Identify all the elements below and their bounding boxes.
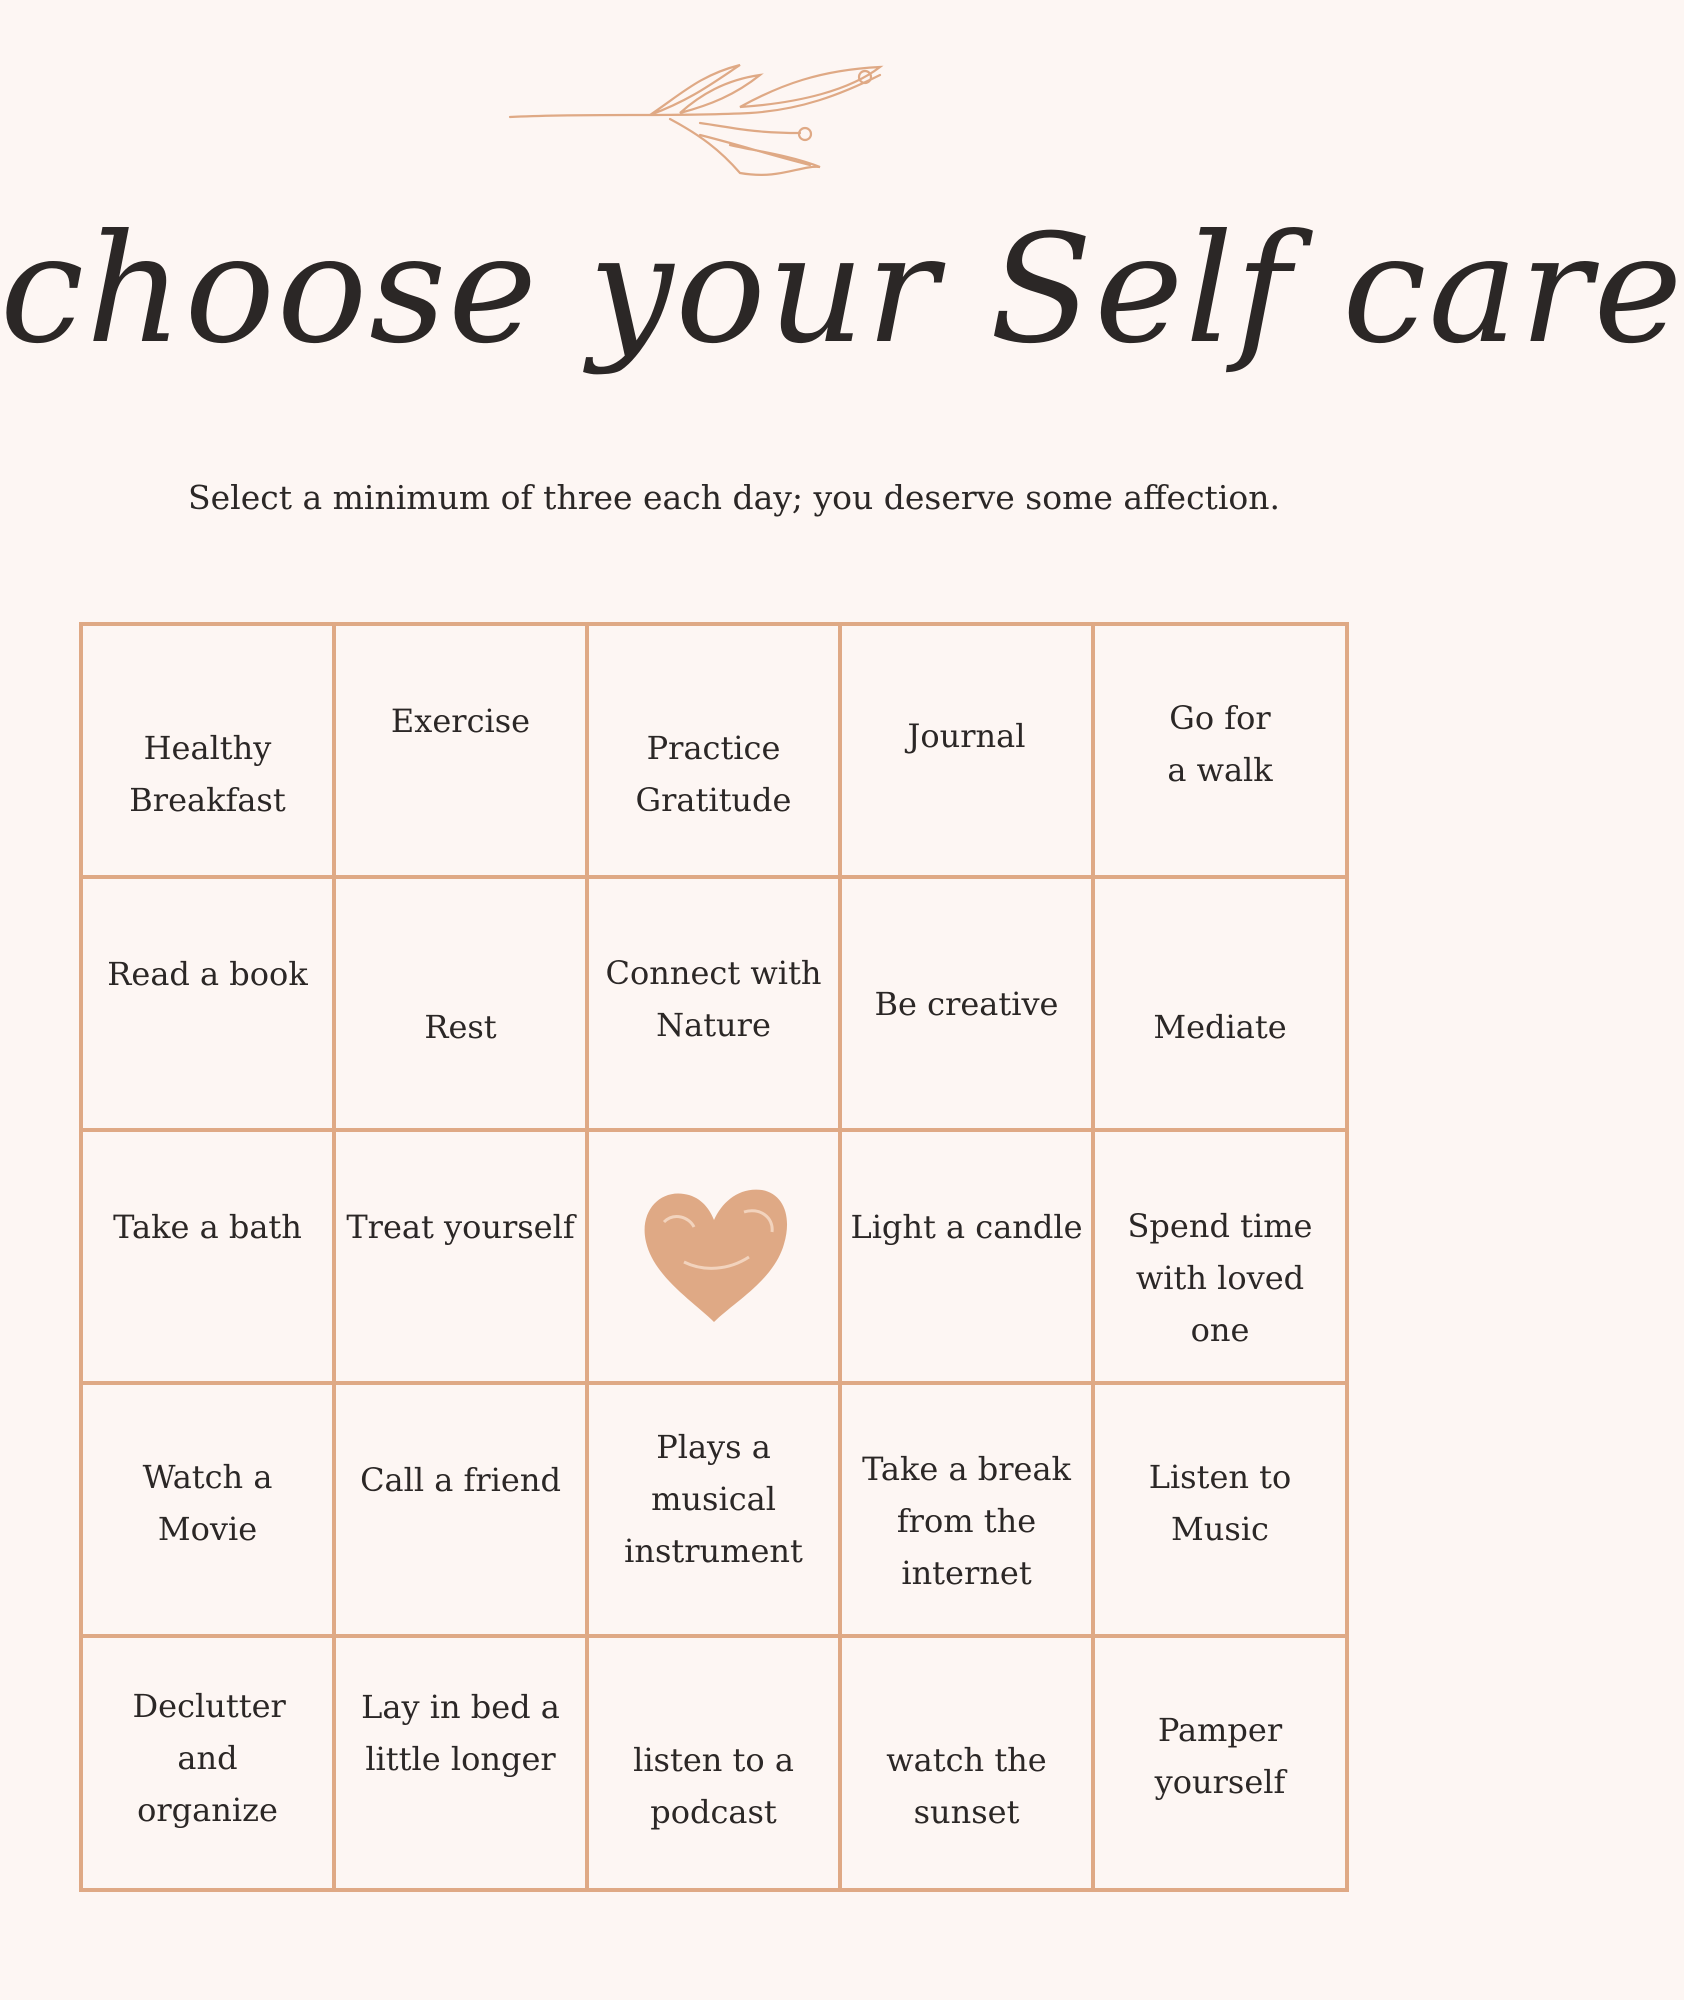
cell-label: Spend time with loved one (1127, 1206, 1313, 1349)
cell-label: Call a friend (360, 1460, 561, 1499)
cell-label: listen to a podcast (633, 1741, 794, 1831)
grid-cell[interactable] (336, 1638, 585, 1888)
grid-cell[interactable] (589, 626, 838, 875)
grid-cell[interactable] (83, 1638, 332, 1888)
grid-cell[interactable] (842, 879, 1091, 1128)
grid-cell[interactable] (336, 626, 585, 875)
cell-label: Take a break from the internet (862, 1449, 1071, 1592)
cell-label: Exercise (390, 701, 531, 740)
grid-cell[interactable] (842, 1638, 1091, 1888)
cell-label: Treat yourself (346, 1207, 575, 1246)
heart-icon (634, 1182, 794, 1332)
bingo-grid (79, 622, 1349, 1892)
grid-cell[interactable] (83, 626, 332, 875)
grid-cell[interactable] (336, 1385, 585, 1634)
cell-label: Lay in bed a little longer (361, 1688, 560, 1778)
grid-cell[interactable] (589, 1638, 838, 1888)
cell-label: Mediate (1153, 1007, 1287, 1046)
grid-cell[interactable] (1095, 626, 1345, 875)
cell-label: Be creative (874, 984, 1059, 1023)
grid-cell[interactable] (589, 879, 838, 1128)
page-title: choose your Self care (0, 203, 1684, 377)
cell-label: Go for a walk (1167, 698, 1273, 789)
grid-cell[interactable] (842, 1385, 1091, 1634)
cell-label: Light a candle (850, 1207, 1083, 1246)
grid-cell[interactable] (842, 1132, 1091, 1381)
grid-cell[interactable] (1095, 1638, 1345, 1888)
cell-label: Read a book (107, 954, 308, 993)
cell-label: Healthy Breakfast (129, 728, 286, 819)
cell-label: Declutter and organize (132, 1687, 286, 1829)
cell-label: Take a bath (113, 1207, 302, 1246)
grid-cell[interactable] (336, 879, 585, 1128)
cell-label: Listen to Music (1148, 1457, 1292, 1548)
grid-cell[interactable] (589, 1385, 838, 1634)
grid-cell[interactable] (1095, 1132, 1345, 1381)
grid-cell[interactable] (1095, 1385, 1345, 1634)
cell-label: Pamper yourself (1154, 1711, 1286, 1801)
grid-cell[interactable] (83, 1385, 332, 1634)
cell-label: Journal (907, 716, 1026, 755)
cell-label: watch the sunset (886, 1741, 1047, 1831)
cell-label: Rest (424, 1007, 497, 1046)
cell-label: Connect with Nature (605, 953, 822, 1044)
grid-cell[interactable] (83, 879, 332, 1128)
cell-label: Practice Gratitude (635, 728, 792, 819)
grid-cell[interactable] (842, 626, 1091, 875)
cell-label: Watch a Movie (142, 1457, 273, 1548)
grid-cell[interactable] (336, 1132, 585, 1381)
page-subtitle: Select a minimum of three each day; you deserve some affection. (188, 478, 1280, 517)
grid-cell-center[interactable] (589, 1132, 838, 1381)
grid-cell[interactable] (83, 1132, 332, 1381)
grid-cell[interactable] (1095, 879, 1345, 1128)
cell-label: Plays a musical instrument (624, 1427, 803, 1570)
